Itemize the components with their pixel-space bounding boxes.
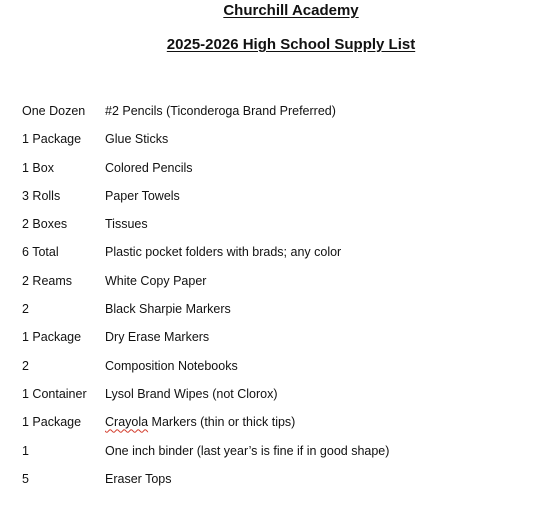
supply-item: Plastic pocket folders with brads; any color bbox=[105, 245, 342, 260]
supply-row bbox=[22, 357, 542, 385]
supply-item: Glue Sticks bbox=[105, 132, 169, 147]
supply-item: One inch binder (last year’s is fine if in good shape) bbox=[105, 443, 390, 458]
supply-item: Composition Notebooks bbox=[105, 358, 238, 373]
supply-list-title: 2025-2026 High School Supply List bbox=[166, 36, 416, 53]
supply-quantity: 1 Box bbox=[22, 160, 54, 175]
supply-quantity: 6 Total bbox=[22, 245, 59, 260]
supply-row bbox=[22, 215, 542, 243]
supply-item: Dry Erase Markers bbox=[105, 330, 210, 345]
supply-row bbox=[22, 300, 542, 328]
supply-row bbox=[22, 442, 542, 470]
supply-quantity: 1 Package bbox=[22, 415, 82, 430]
supply-quantity: 5 bbox=[22, 471, 29, 486]
supply-item: Paper Towels bbox=[105, 188, 180, 203]
supply-item: Black Sharpie Markers bbox=[105, 302, 231, 317]
supply-quantity: 1 Package bbox=[22, 132, 82, 147]
supply-item: White Copy Paper bbox=[105, 273, 207, 288]
supply-row bbox=[22, 243, 542, 271]
supply-row bbox=[22, 130, 542, 158]
supply-quantity: 1 Package bbox=[22, 330, 82, 345]
spellcheck-flagged-word: Crayola bbox=[105, 415, 149, 430]
supply-row bbox=[22, 385, 542, 413]
supply-row bbox=[22, 272, 542, 300]
supply-row bbox=[22, 159, 542, 187]
supply-item: Lysol Brand Wipes (not Clorox) bbox=[105, 386, 278, 401]
supply-row bbox=[22, 187, 542, 215]
supply-quantity: 2 bbox=[22, 358, 29, 373]
supply-item-rest: Markers (thin or thick tips) bbox=[148, 415, 296, 430]
supply-item: Tissues bbox=[105, 217, 148, 232]
supply-quantity: 2 Reams bbox=[22, 273, 73, 288]
supply-quantity: One Dozen bbox=[22, 104, 86, 118]
supply-quantity: 1 bbox=[22, 443, 29, 458]
supply-quantity: 2 bbox=[22, 302, 29, 317]
supply-list bbox=[22, 102, 542, 498]
supply-row bbox=[22, 328, 542, 356]
school-name-heading: Churchill Academy bbox=[223, 2, 359, 19]
supply-item bbox=[105, 413, 295, 431]
supply-item: Colored Pencils bbox=[105, 160, 193, 175]
supply-item: Eraser Tops bbox=[105, 471, 172, 486]
supply-item: #2 Pencils (Ticonderoga Brand Preferred) bbox=[105, 104, 336, 118]
supply-row bbox=[22, 102, 542, 130]
supply-row bbox=[22, 470, 542, 498]
supply-quantity: 1 Container bbox=[22, 386, 87, 401]
supply-quantity: 2 Boxes bbox=[22, 217, 68, 232]
supply-row bbox=[22, 413, 542, 441]
supply-quantity: 3 Rolls bbox=[22, 188, 61, 203]
